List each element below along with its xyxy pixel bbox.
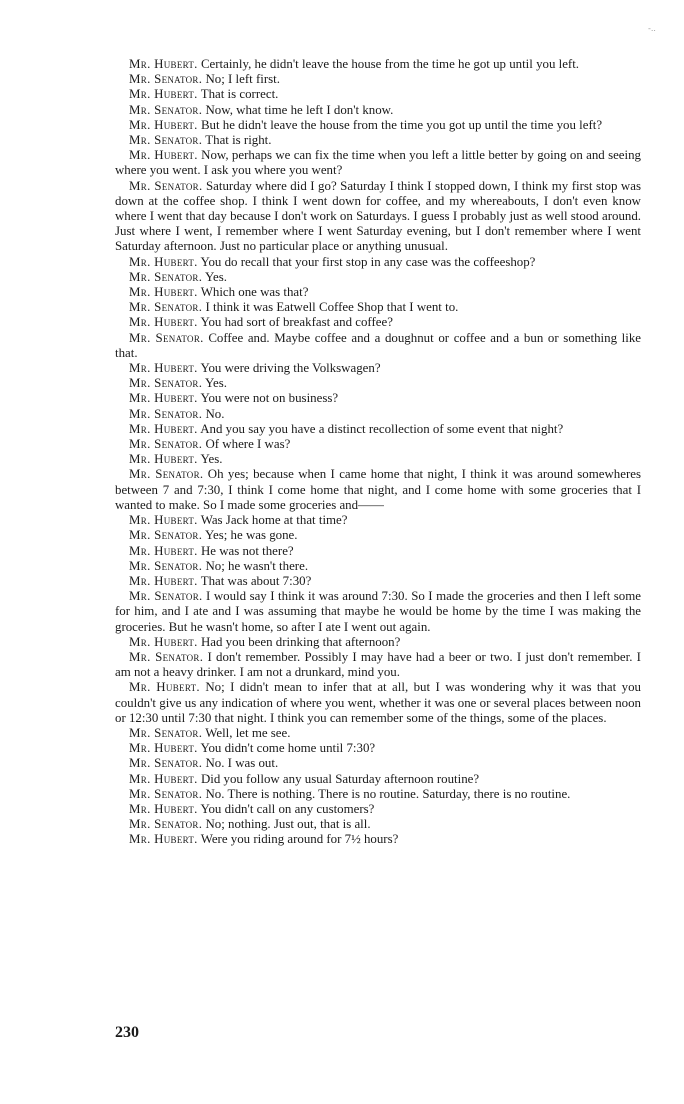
speaker-name: Mr. Senator. xyxy=(129,300,203,315)
speaker-name: Mr. Senator. xyxy=(129,133,203,148)
speaker-name: Mr. Hubert. xyxy=(129,741,198,756)
testimony-paragraph xyxy=(115,376,641,391)
testimony-paragraph xyxy=(115,437,641,452)
testimony-text: Well, let me see. xyxy=(205,725,291,740)
page-number: 230 xyxy=(115,1024,139,1041)
testimony-text: Yes. xyxy=(200,452,223,467)
testimony-text: Oh yes; because when I came home that night, I think it was around somewheres between 7 and 7:30, I think I come home that night, and I come home with some groceries that I wanted to make. So I made some groceries and—— xyxy=(115,467,641,512)
testimony-text: Saturday where did I go? Saturday I think I stopped down, I think my first stop was down at the coffee shop. I think I went down for coffee, and my whereabouts, I don't even know where I went that day because I don't work on Saturdays. I guess I probably just as well stood around. Just where I went, I remember where I went Saturday evening, but I don't remember where I went Saturday afternoon. Just no particular place or anything unusual. xyxy=(115,178,641,254)
testimony-paragraph xyxy=(115,255,641,270)
speaker-name: Mr. Senator. xyxy=(129,72,203,87)
testimony-paragraph xyxy=(115,391,641,406)
testimony-text: Yes; he was gone. xyxy=(205,528,298,543)
testimony-paragraph xyxy=(115,87,641,102)
testimony-paragraph xyxy=(115,756,641,771)
speaker-name: Mr. Hubert. xyxy=(129,254,198,269)
testimony-text: Was Jack home at that time? xyxy=(200,513,348,528)
speaker-name: Mr. Hubert. xyxy=(129,543,198,558)
testimony-text: Of where I was? xyxy=(205,437,291,452)
testimony-text: That is right. xyxy=(205,133,272,148)
speaker-name: Mr. Senator. xyxy=(129,102,203,117)
speaker-name: Mr. Hubert. xyxy=(129,87,198,102)
testimony-paragraph xyxy=(115,72,641,87)
testimony-paragraph xyxy=(115,179,641,255)
testimony-text: You had sort of breakfast and coffee? xyxy=(200,315,393,330)
testimony-paragraph xyxy=(115,513,641,528)
speaker-name: Mr. Hubert. xyxy=(129,452,198,467)
speaker-name: Mr. Hubert. xyxy=(129,391,198,406)
testimony-text: No; he wasn't there. xyxy=(205,558,309,573)
testimony-paragraph xyxy=(115,361,641,376)
speaker-name: Mr. Senator. xyxy=(129,330,204,345)
testimony-text: Yes. xyxy=(205,376,227,391)
testimony-paragraph xyxy=(115,315,641,330)
testimony-paragraph xyxy=(115,787,641,802)
testimony-text: No; I left first. xyxy=(205,72,280,87)
testimony-text: Coffee and. Maybe coffee and a doughnut or coffee and a bun or something like that. xyxy=(115,330,641,360)
speaker-name: Mr. Hubert. xyxy=(129,832,198,847)
testimony-text: Yes. xyxy=(205,269,227,284)
transcript-body xyxy=(115,57,641,848)
speaker-name: Mr. Senator. xyxy=(129,649,204,664)
testimony-paragraph xyxy=(115,802,641,817)
speaker-name: Mr. Senator. xyxy=(129,376,203,391)
speaker-name: Mr. Senator. xyxy=(129,725,203,740)
testimony-paragraph xyxy=(115,741,641,756)
testimony-paragraph xyxy=(115,528,641,543)
testimony-paragraph xyxy=(115,467,641,513)
testimony-paragraph xyxy=(115,650,641,680)
testimony-text: Were you riding around for 7½ hours? xyxy=(200,832,399,847)
testimony-text: I think it was Eatwell Coffee Shop that I went to. xyxy=(205,300,459,315)
testimony-paragraph xyxy=(115,118,641,133)
testimony-text: You were driving the Volkswagen? xyxy=(200,361,381,376)
testimony-text: No; I didn't mean to infer that at all, but I was wondering why it was that you couldn't give us any indication of where you went, whether it was one or several places between noon or 12:30 until 7:30 that night. I think you can remember some of the things, some of the places. xyxy=(115,680,641,725)
speaker-name: Mr. Senator. xyxy=(129,786,203,801)
testimony-paragraph xyxy=(115,559,641,574)
testimony-paragraph xyxy=(115,680,641,726)
testimony-paragraph xyxy=(115,635,641,650)
speaker-name: Mr. Hubert. xyxy=(129,801,198,816)
testimony-paragraph xyxy=(115,589,641,635)
speaker-name: Mr. Hubert. xyxy=(129,57,198,71)
testimony-paragraph xyxy=(115,285,641,300)
testimony-text: Certainly, he didn't leave the house from the time he got up until you left. xyxy=(200,57,580,71)
speaker-name: Mr. Hubert. xyxy=(129,513,198,528)
testimony-paragraph xyxy=(115,270,641,285)
testimony-paragraph xyxy=(115,574,641,589)
testimony-text: You didn't come home until 7:30? xyxy=(200,741,376,756)
testimony-text: Which one was that? xyxy=(200,285,309,300)
testimony-paragraph xyxy=(115,422,641,437)
speaker-name: Mr. Hubert. xyxy=(129,315,198,330)
testimony-paragraph xyxy=(115,133,641,148)
speaker-name: Mr. Hubert. xyxy=(129,771,198,786)
speaker-name: Mr. Senator. xyxy=(129,406,203,421)
testimony-text: No. I was out. xyxy=(205,756,279,771)
speaker-name: Mr. Senator. xyxy=(129,589,203,604)
testimony-paragraph xyxy=(115,407,641,422)
speaker-name: Mr. Hubert. xyxy=(129,573,198,588)
testimony-paragraph xyxy=(115,832,641,847)
testimony-text: No. xyxy=(205,406,225,421)
testimony-paragraph xyxy=(115,817,641,832)
speaker-name: Mr. Senator. xyxy=(129,178,203,193)
speaker-name: Mr. Senator. xyxy=(129,558,203,573)
testimony-text: Had you been drinking that afternoon? xyxy=(200,634,401,649)
speaker-name: Mr. Senator. xyxy=(129,756,203,771)
speaker-name: Mr. Senator. xyxy=(129,437,203,452)
testimony-text: No. There is nothing. There is no routine. Saturday, there is no routine. xyxy=(205,786,571,801)
speaker-name: Mr. Senator. xyxy=(129,467,204,482)
speaker-name: Mr. Senator. xyxy=(129,269,203,284)
speaker-name: Mr. Hubert. xyxy=(129,117,198,132)
corner-mark: -.. xyxy=(648,24,656,33)
testimony-text: He was not there? xyxy=(200,543,294,558)
speaker-name: Mr. Hubert. xyxy=(129,634,198,649)
testimony-text: That was about 7:30? xyxy=(200,573,312,588)
speaker-name: Mr. Hubert. xyxy=(129,680,200,695)
testimony-text: I would say I think it was around 7:30. So I made the groceries and then I left some for him, and I ate and I was assuming that maybe he would be home by the time I was making the groceries. But he wasn't home, so after I ate I went out again. xyxy=(115,589,641,634)
testimony-paragraph xyxy=(115,331,641,361)
testimony-text: You didn't call on any customers? xyxy=(200,801,375,816)
testimony-paragraph xyxy=(115,103,641,118)
speaker-name: Mr. Hubert. xyxy=(129,285,198,300)
testimony-paragraph xyxy=(115,772,641,787)
testimony-paragraph xyxy=(115,148,641,178)
testimony-text: Now, what time he left I don't know. xyxy=(205,102,394,117)
testimony-paragraph xyxy=(115,544,641,559)
testimony-paragraph xyxy=(115,300,641,315)
testimony-text: Now, perhaps we can fix the time when you left a little better by going on and seeing where you went. I ask you where you went? xyxy=(115,148,641,178)
testimony-text: And you say you have a distinct recollection of some event that night? xyxy=(200,421,564,436)
testimony-paragraph xyxy=(115,57,641,72)
testimony-text: No; nothing. Just out, that is all. xyxy=(205,817,371,832)
testimony-paragraph xyxy=(115,452,641,467)
speaker-name: Mr. Senator. xyxy=(129,817,203,832)
speaker-name: Mr. Senator. xyxy=(129,528,203,543)
testimony-text: But he didn't leave the house from the time you got up until the time you left? xyxy=(200,117,603,132)
testimony-text: You do recall that your first stop in any case was the coffeeshop? xyxy=(200,254,536,269)
speaker-name: Mr. Hubert. xyxy=(129,148,198,163)
testimony-text: Did you follow any usual Saturday afternoon routine? xyxy=(200,771,480,786)
testimony-text: I don't remember. Possibly I may have had a beer or two. I just don't remember. I am not a heavy drinker. I am not a drunkard, mind you. xyxy=(115,649,641,680)
testimony-text: That is correct. xyxy=(200,87,279,102)
testimony-text: You were not on business? xyxy=(200,391,339,406)
speaker-name: Mr. Hubert. xyxy=(129,421,198,436)
testimony-paragraph xyxy=(115,726,641,741)
speaker-name: Mr. Hubert. xyxy=(129,361,198,376)
